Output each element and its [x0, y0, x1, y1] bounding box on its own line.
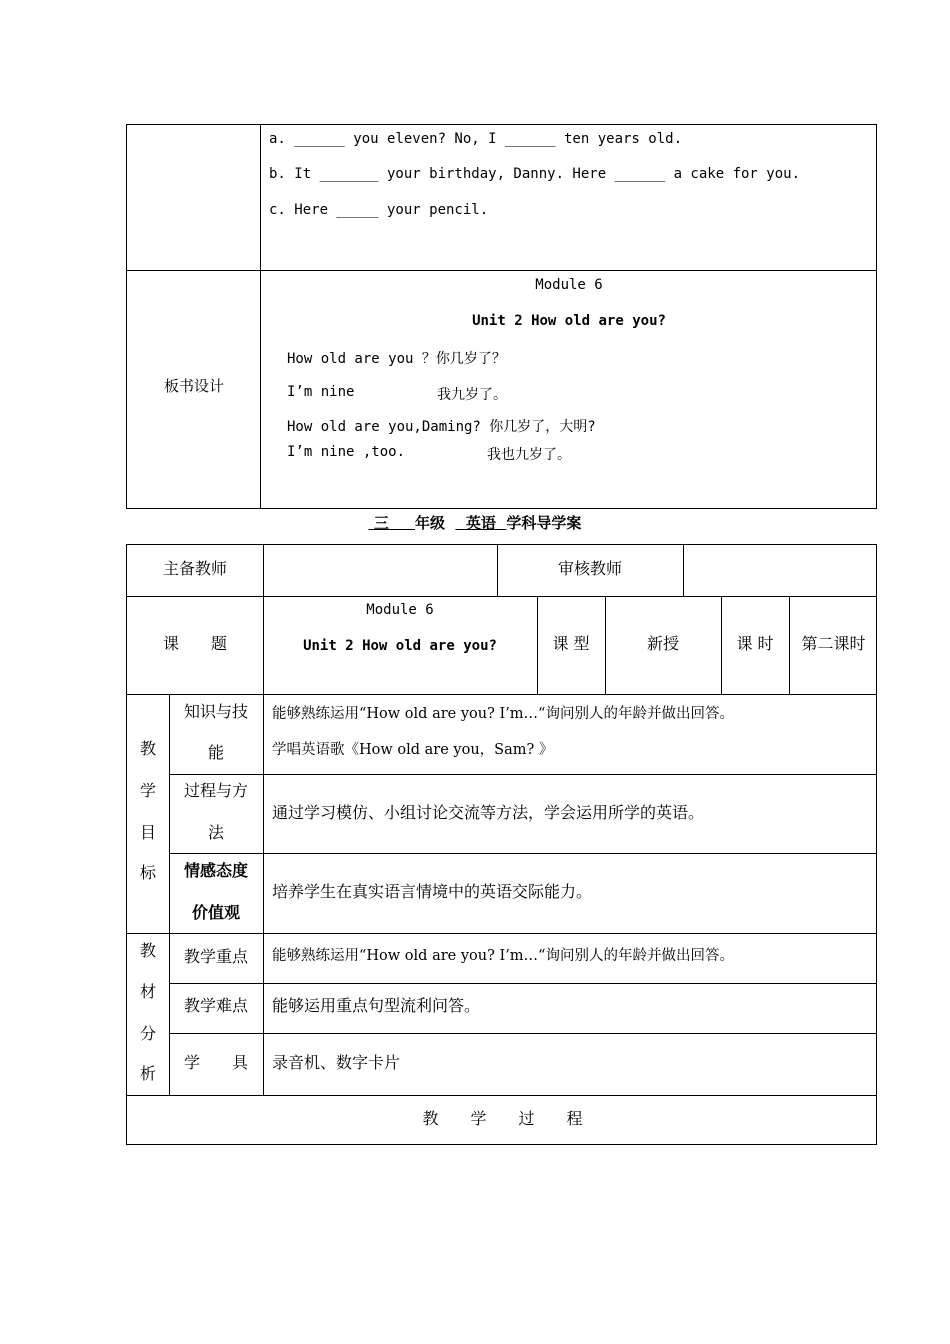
exercise-left-cell — [127, 125, 261, 271]
board-module: Module 6 — [535, 277, 603, 293]
board-line-3: How old are you,Daming? 你几岁了，大明? — [287, 419, 596, 435]
goals-label-1: 教 — [139, 739, 156, 758]
exercise-line-b: b. It _______ your birthday, Danny. Here ______ a cake for you. — [269, 166, 801, 182]
period-label: 课 时 — [736, 634, 774, 653]
analysis-label-3: 分 — [139, 1024, 156, 1043]
period-value: 第二课时 — [801, 634, 866, 653]
title-subject: 英语 — [465, 514, 496, 532]
goal-1-text-2: 学唱英语歌《How old are you，Sam? 》 — [272, 742, 554, 758]
board-line-2-en: I’m nine — [287, 384, 355, 400]
process-heading: 教 学 过 程 — [422, 1109, 583, 1128]
key-point-label: 教学重点 — [183, 947, 248, 966]
lesson-plan-table — [126, 544, 877, 1145]
analysis-label-2: 材 — [139, 982, 156, 1001]
difficulty-label: 教学难点 — [183, 996, 248, 1015]
type-label: 课 型 — [552, 634, 590, 653]
goal-2-label-2: 法 — [207, 823, 224, 842]
tools-text: 录音机、数字卡片 — [272, 1053, 401, 1072]
analysis-label-1: 教 — [139, 941, 156, 960]
goals-label-2: 学 — [139, 781, 156, 800]
topic-unit: Unit 2 How old are you? — [303, 638, 497, 654]
goal-1-label-1: 知识与技 — [183, 702, 248, 721]
goals-label-3: 目 — [139, 823, 156, 842]
goal-3-label-1: 情感态度 — [183, 861, 248, 880]
analysis-label-4: 析 — [139, 1064, 156, 1083]
goal-2-text: 通过学习模仿、小组讨论交流等方法，学会运用所学的英语。 — [272, 803, 705, 822]
page-title — [0, 512, 950, 533]
type-value: 新授 — [646, 634, 679, 653]
goal-1-label-2: 能 — [207, 743, 224, 762]
review-teacher-label: 审核教师 — [557, 559, 622, 578]
board-line-4-en: I’m nine ,too. — [287, 444, 406, 460]
board-label-cell — [127, 271, 261, 509]
board-line-4-cn: 我也九岁了。 — [487, 447, 571, 463]
board-unit: Unit 2 How old are you? — [472, 313, 666, 329]
exercise-board-table — [126, 124, 877, 509]
topic-module: Module 6 — [366, 602, 434, 618]
board-content-cell — [261, 271, 877, 509]
exercise-cell — [261, 125, 877, 271]
board-label: 板书设计 — [163, 377, 224, 395]
lead-teacher-label: 主备教师 — [162, 559, 227, 578]
topic-label: 课 题 — [162, 634, 227, 653]
difficulty-text: 能够运用重点句型流利问答。 — [272, 996, 481, 1015]
title-grade-suffix: 年级 — [414, 514, 445, 532]
goal-3-label-2: 价值观 — [191, 903, 240, 922]
title-suffix: 学科导学案 — [506, 514, 582, 532]
title-grade: 三 — [373, 514, 389, 532]
goal-1-text-1: 能够熟练运用“How old are you? I’m…“询问别人的年龄并做出回答。 — [272, 706, 734, 722]
exercise-line-c: c. Here _____ your pencil. — [269, 202, 489, 218]
board-line-2-cn: 我九岁了。 — [437, 387, 507, 403]
tools-label: 学 具 — [183, 1053, 248, 1072]
goals-label-4: 标 — [139, 863, 156, 882]
board-line-1: How old are you ？你几岁了？ — [287, 351, 506, 367]
goal-3-text: 培养学生在真实语言情境中的英语交际能力。 — [272, 882, 593, 901]
exercise-line-a: a. ______ you eleven? No, I ______ ten years old. — [269, 131, 683, 147]
key-point-text: 能够熟练运用“How old are you? I’m…“询问别人的年龄并做出回答。 — [272, 948, 734, 964]
goal-2-label-1: 过程与方 — [183, 781, 248, 800]
